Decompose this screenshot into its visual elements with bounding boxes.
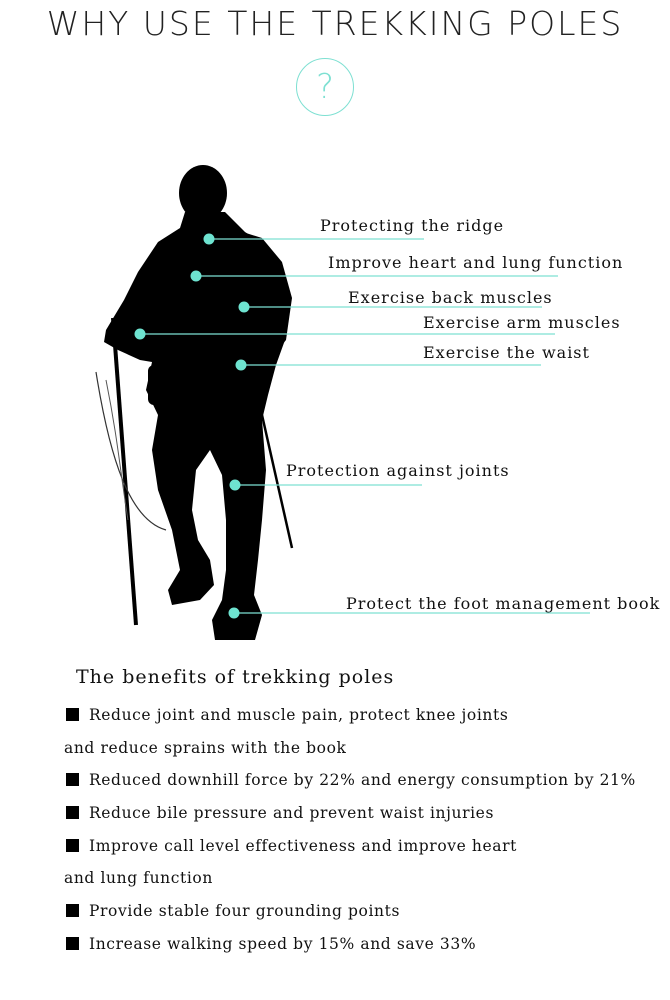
bullet-square-icon bbox=[66, 806, 79, 819]
benefit-item bbox=[66, 770, 636, 790]
callout-waist: Exercise the waist bbox=[423, 343, 590, 362]
question-mark-icon bbox=[296, 58, 354, 116]
benefit-item bbox=[66, 901, 400, 921]
benefit-text: Reduce bile pressure and prevent waist injuries bbox=[89, 804, 495, 822]
bullet-square-icon bbox=[66, 708, 79, 721]
benefit-text: Increase walking speed by 15% and save 33% bbox=[89, 935, 477, 953]
callout-heart-lung: Improve heart and lung function bbox=[328, 253, 624, 272]
benefit-continuation: and lung function bbox=[64, 869, 213, 887]
benefit-continuation: and reduce sprains with the book bbox=[64, 739, 347, 757]
benefit-item bbox=[66, 705, 508, 725]
benefits-title: The benefits of trekking poles bbox=[76, 666, 395, 688]
benefit-text: Improve call level effectiveness and improve heart bbox=[89, 837, 517, 855]
bullet-square-icon bbox=[66, 773, 79, 786]
callout-arm-muscles: Exercise arm muscles bbox=[423, 313, 621, 332]
trekking-pole-left bbox=[113, 318, 136, 625]
benefit-item bbox=[66, 803, 494, 823]
bullet-square-icon bbox=[66, 937, 79, 950]
bullet-square-icon bbox=[66, 839, 79, 852]
benefit-text: Reduced downhill force by 22% and energy consumption by 21% bbox=[89, 771, 636, 789]
callout-joints: Protection against joints bbox=[286, 461, 510, 480]
benefit-item bbox=[66, 934, 476, 954]
page-title: WHY USE THE TREKKING POLES bbox=[46, 4, 624, 43]
callout-foot: Protect the foot management book bbox=[346, 594, 661, 613]
trekking-pole-right bbox=[262, 415, 292, 548]
question-glyph: ? bbox=[315, 67, 335, 107]
benefit-item bbox=[66, 836, 517, 856]
bullet-square-icon bbox=[66, 904, 79, 917]
benefit-text: Reduce joint and muscle pain, protect knee joints bbox=[89, 706, 509, 724]
callout-back-muscles: Exercise back muscles bbox=[348, 288, 553, 307]
benefit-text: Provide stable four grounding points bbox=[89, 902, 401, 920]
callout-ridge: Protecting the ridge bbox=[320, 216, 505, 235]
